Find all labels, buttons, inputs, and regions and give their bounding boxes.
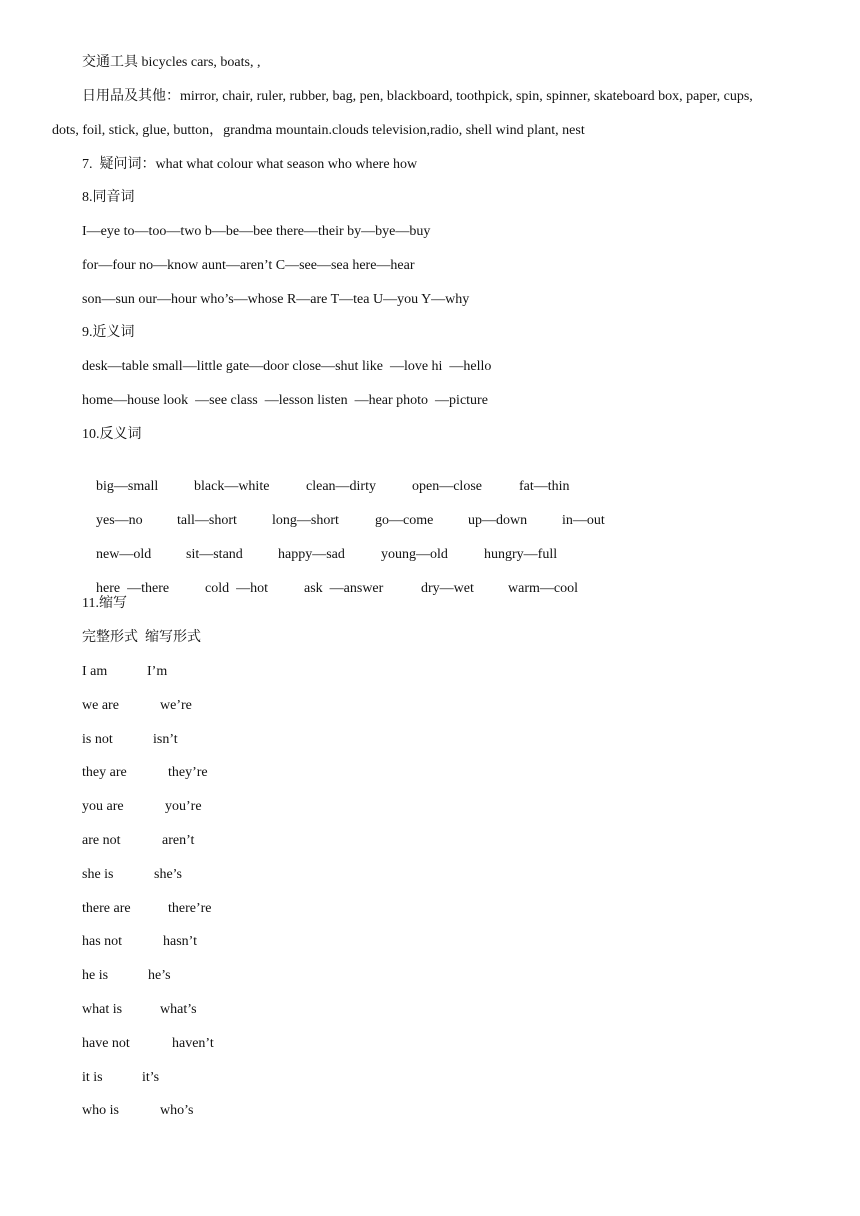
antonym-pair: yes—no <box>96 513 143 528</box>
transport-line: 交通工具 bicycles cars, boats, , <box>82 55 261 70</box>
full-form: I am <box>82 664 108 679</box>
antonym-pair: here —there <box>96 581 170 596</box>
antonym-pair: sit—stand <box>186 547 243 562</box>
full-form: it is <box>82 1069 103 1085</box>
antonym-pair: hungry—full <box>484 547 558 562</box>
abbrev-column-headers: 完整形式 缩写形式 <box>82 630 201 645</box>
antonym-pair: tall—short <box>177 513 237 528</box>
synonyms-heading: 9.近义词 <box>82 325 135 340</box>
full-form: are not <box>82 833 121 848</box>
abbrev-heading: 11.缩写 <box>82 596 127 611</box>
homophones-line: for—four no—know aunt—aren’t C—see—sea here—hear <box>82 258 415 273</box>
abbreviation-row <box>82 764 208 782</box>
antonym-pair: long—short <box>272 513 339 528</box>
short-form: she’s <box>154 866 182 882</box>
short-form: aren’t <box>162 833 195 848</box>
abbreviation-row <box>82 1069 159 1087</box>
antonym-pair: dry—wet <box>421 581 474 596</box>
full-form: there are <box>82 900 131 916</box>
abbreviation-row <box>82 1001 197 1019</box>
full-form: what is <box>82 1002 123 1017</box>
antonyms-heading: 10.反义词 <box>82 427 142 442</box>
full-form: we are <box>82 697 119 713</box>
short-form: I’m <box>147 664 168 679</box>
full-form: is not <box>82 731 113 747</box>
short-form: it’s <box>142 1069 160 1085</box>
antonym-pair: go—come <box>375 513 434 528</box>
abbreviation-row <box>82 900 212 918</box>
homophones-line: son—sun our—hour who’s—whose R—are T—tea U—you Y—why <box>82 292 470 307</box>
antonym-pair: happy—sad <box>278 547 345 562</box>
short-form: hasn’t <box>163 934 197 950</box>
antonym-pair: open—close <box>412 479 482 494</box>
abbreviation-row <box>82 832 194 850</box>
antonym-pair: new—old <box>96 547 152 562</box>
short-form: you’re <box>165 799 202 815</box>
full-form: has not <box>82 934 123 950</box>
antonym-pair: warm—cool <box>508 581 578 596</box>
daily-items-line-1: 日用品及其他：mirror, chair, ruler, rubber, bag, pen, blackboard, toothpick, spin, spinner, skateboard box, paper, cups, <box>82 89 753 104</box>
antonym-pair: black—white <box>194 479 270 494</box>
abbreviation-row <box>82 1035 214 1053</box>
full-form: she is <box>82 866 114 882</box>
antonyms-row <box>82 562 578 616</box>
full-form: you are <box>82 799 124 815</box>
abbreviation-row <box>82 663 167 681</box>
question-words-line: 7. 疑问词：what what colour what season who where how <box>82 157 418 172</box>
short-form: he’s <box>148 968 171 984</box>
antonym-pair: cold —hot <box>205 581 268 596</box>
abbreviation-row <box>82 866 182 884</box>
abbreviation-row <box>82 967 171 985</box>
antonym-pair: in—out <box>562 513 605 528</box>
antonym-pair: big—small <box>96 479 159 494</box>
short-form: we’re <box>160 697 192 713</box>
abbreviation-row <box>82 697 192 715</box>
abbreviation-row <box>82 798 202 816</box>
antonym-pair: fat—thin <box>519 479 570 494</box>
short-form: who’s <box>160 1103 194 1119</box>
full-form: they are <box>82 765 127 781</box>
antonym-pair: young—old <box>381 547 448 562</box>
short-form: what’s <box>160 1002 197 1017</box>
antonym-pair: clean—dirty <box>306 479 376 494</box>
abbreviation-row <box>82 731 178 749</box>
full-form: have not <box>82 1035 130 1051</box>
abbreviation-row <box>82 1102 193 1120</box>
homophones-heading: 8.同音词 <box>82 190 135 205</box>
daily-items-line-2: dots, foil, stick, glue, button，grandma mountain.clouds television,radio, shell wind plant, nest <box>52 123 585 138</box>
full-form: he is <box>82 968 109 984</box>
short-form: haven’t <box>172 1035 214 1051</box>
short-form: there’re <box>168 900 212 916</box>
synonyms-line: home—house look —see class —lesson listen —hear photo —picture <box>82 393 488 408</box>
synonyms-line: desk—table small—little gate—door close—shut like —love hi —hello <box>82 359 492 374</box>
full-form: who is <box>82 1103 119 1119</box>
short-form: isn’t <box>153 731 178 747</box>
short-form: they’re <box>168 765 208 781</box>
homophones-line: I—eye to—too—two b—be—bee there—their by—bye—buy <box>82 224 431 239</box>
antonym-pair: ask —answer <box>304 581 384 596</box>
antonym-pair: up—down <box>468 513 528 528</box>
abbreviation-row <box>82 933 197 951</box>
